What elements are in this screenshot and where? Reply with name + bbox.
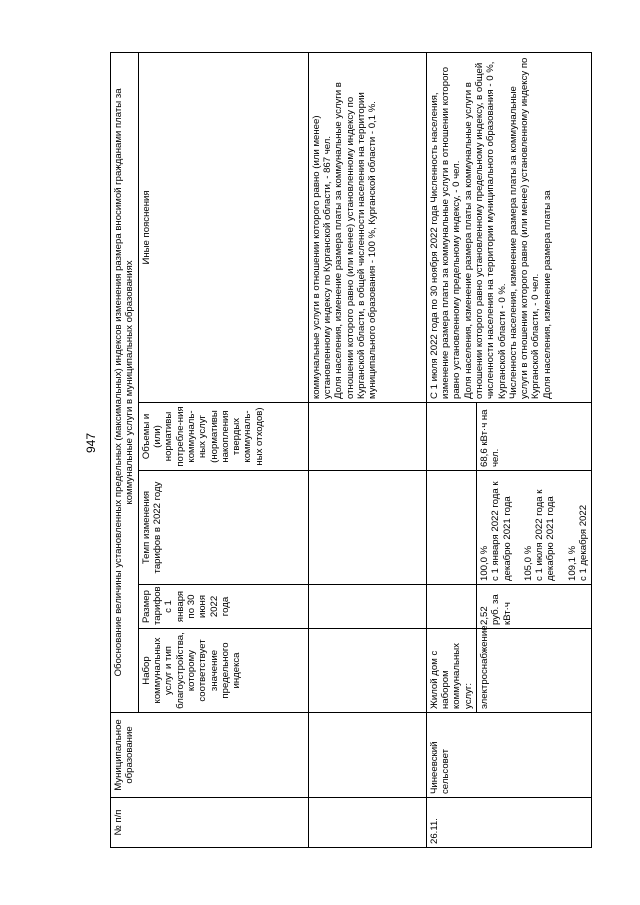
header-volumes: Объемы и (или) нормативы потребле-ния коммуналь-ных услуг (нормативы накопления твердых коммуналь-ных отходов) — [138, 403, 308, 471]
rate-2-value: 105,0 % — [522, 545, 534, 581]
header-tariff-size: Размер тарифов с 1 января по 30 июня 2022 года — [138, 585, 308, 629]
row-26-11-group — [426, 52, 476, 847]
cont-notes-cell: коммунальные услуги в отношении которого равно (или менее) установленному индексу по Курганской области, - 867 чел. Доля населения, изменение размера платы за коммунальные услуги в отношении которого равно (или менее) установленному индексу по Курганской области, в общей численности населения на территории муниципального образования - 100 %, Курганской области - 0,1 %. — [308, 52, 426, 402]
cont-rate-cell — [308, 471, 426, 585]
cont-num-cell — [308, 798, 426, 848]
row-group-volume-blank — [426, 403, 476, 471]
continuation-row — [308, 52, 426, 847]
rotated-page-content — [110, 53, 605, 848]
header-services-set: Набор коммунальных услуг и тип благоустройства, которому соответствует значение предельного индекса — [138, 629, 308, 713]
row-tariff: 2,52 руб. за кВт·ч — [476, 585, 592, 629]
row-service: электроснабжение — [476, 629, 592, 713]
cont-tariff-cell — [308, 585, 426, 629]
row-group-rate-blank — [426, 471, 476, 585]
row-rate-cell — [476, 471, 592, 585]
header-group-title: Обоснование величины установленных предельных (максимальных) индексов изменения размера вносимой гражданами платы за коммунальные услуги в муниципальных образованиях — [111, 52, 139, 712]
rate-3-note: с 1 декабря 2022 — [578, 504, 590, 581]
row-group-tariff-blank — [426, 585, 476, 629]
cont-municipality-cell — [308, 713, 426, 798]
rate-1-note: с 1 января 2022 года к декабрю 2021 года — [490, 481, 513, 581]
row-group-label: Жилой дом с набором коммунальных услуг: — [426, 629, 476, 713]
cont-volume-cell — [308, 403, 426, 471]
row-notes: С 1 июля 2022 года по 30 ноября 2022 года Численность населения, изменение размера платы за коммунальные услуги в отношении которого равно установленному предельному индексу, - 0 чел. Доля населения, изменение размера платы за коммунальные услуги в отношении которого равно установленному предельному индексу, в общей численности населения на территории муниципального образования - 0 %, Курганской области - 0 %. Численность населения, изменение размера платы за коммунальные услуги в отношении которого равно (или менее) установленному индексу по Курганской области, - 0 чел. Доля населения, изменение размера платы за — [426, 52, 592, 402]
header-notes: Иные пояснения — [138, 52, 308, 402]
row-volume: 68,6 кВт·ч на чел. — [476, 403, 592, 471]
header-tariff-rate: Темп изменения тарифов в 2022 году — [138, 471, 308, 585]
rate-2-note: с 1 июля 2022 года к декабрю 2021 года — [534, 489, 557, 581]
row-municipality: Чинеевский сельсовет — [426, 713, 592, 798]
row-num: 26.11. — [426, 798, 592, 848]
cont-services-cell — [308, 629, 426, 713]
page-number: 947 — [84, 432, 98, 453]
header-municipality: Муниципальное образование — [111, 713, 309, 798]
header-row-1 — [111, 52, 139, 847]
header-num: № п/п — [111, 798, 309, 848]
justification-table — [110, 52, 592, 848]
rate-3-value: 109,1 % — [566, 545, 578, 581]
rate-1-value: 100,0 % — [478, 545, 490, 581]
